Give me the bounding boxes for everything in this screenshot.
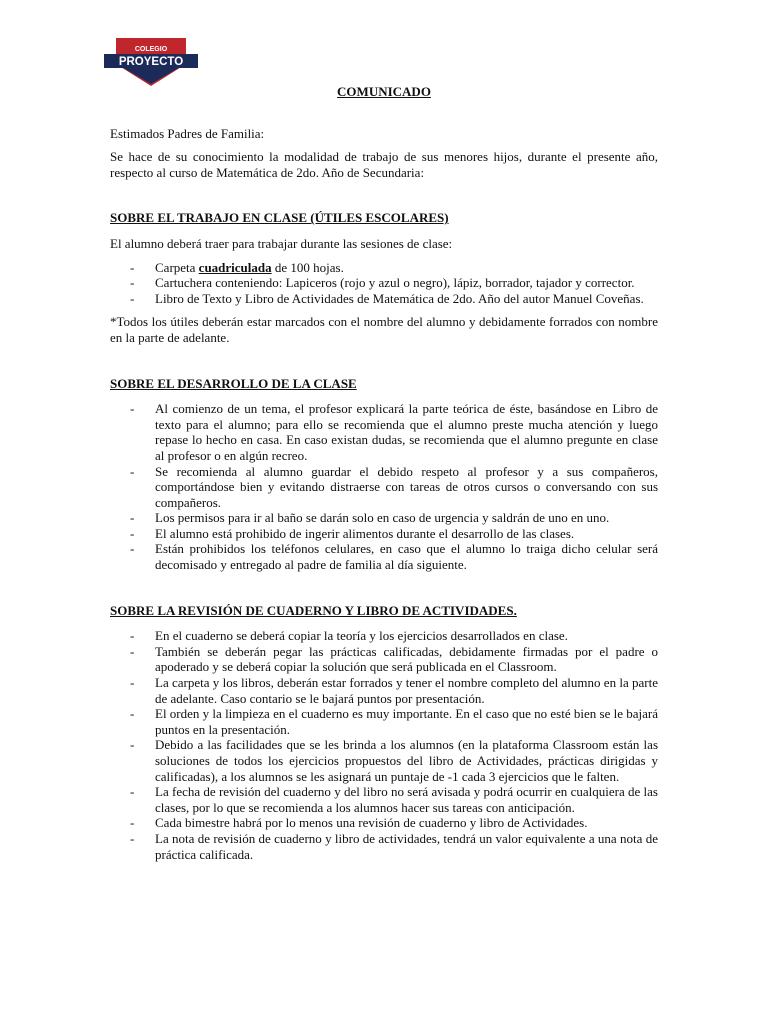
document-body (110, 84, 658, 870)
section2-heading: SOBRE EL DESARROLLO DE LA CLASE (110, 375, 357, 391)
list-item: - Cada bimestre habrá por lo menos una revisión de cuaderno y libro de Actividades. (130, 815, 588, 831)
section3-list (110, 628, 658, 862)
list-item: - Están prohibidos los teléfonos celulares, en caso que el alumno lo traiga dicho celular será decomisado y entregado al padre de familia al día siguiente. (130, 541, 658, 573)
list-item: - El orden y la limpieza en el cuaderno es muy importante. En el caso que no esté bien se le bajará puntos en la presentación. (130, 706, 658, 737)
list-item: - La nota de revisión de cuaderno y libro de actividades, tendrá un valor equivalente a una nota de práctica calificada. (130, 830, 658, 862)
list-item: - Carpeta cuadriculada de 100 hojas. (130, 259, 344, 275)
list-item: - En el cuaderno se deberá copiar la teoría y los ejercicios desarrollados en clase. (130, 628, 568, 644)
list-item: - Al comienzo de un tema, el profesor explicará la parte teórica de éste, basándose en Libro de texto para el alumno; para ello se recomienda que el alumno preste mucha atención y luego repase lo hecho en casa. En caso existan dudas, se recomienda que el alumno pregunte en clase al profesor o en algún recreo. (130, 401, 658, 463)
logo-name: PROYECTO (118, 56, 184, 68)
list-item: - Se recomienda al alumno guardar el debido respeto al profesor y a sus compañeros, comportándose bien y evitando distraerse con tareas de otros cursos o conversando con sus compañeros. (130, 463, 658, 510)
logo-top-text: COLEGIO (134, 46, 168, 53)
section1-note: *Todos los útiles deberán estar marcados con el nombre del alumno y debidamente forrados con nombre en la parte de adelante. (110, 314, 658, 345)
bullet-dash: - (130, 259, 135, 275)
page-title: COMUNICADO (337, 84, 431, 99)
section1-lead: El alumno deberá traer para trabajar durante las sesiones de clase: (110, 235, 453, 251)
section1-list (110, 260, 658, 307)
school-logo (104, 34, 198, 88)
greeting: Estimados Padres de Familia: (110, 125, 265, 141)
list-item: - Cartuchera conteniendo: Lapiceros (rojo y azul o negro), lápiz, borrador, tajador y corrector. (130, 275, 635, 291)
list-item: - El alumno está prohibido de ingerir alimentos durante el desarrollo de las clases. (130, 525, 575, 541)
intro-paragraph: Se hace de su conocimiento la modalidad de trabajo de sus menores hijos, durante el presente año, respecto al curso de Matemática de 2do. Año de Secundaria: (110, 149, 658, 180)
section3-heading: SOBRE LA REVISIÓN DE CUADERNO Y LIBRO DE ACTIVIDADES. (110, 602, 517, 618)
list-item: - Libro de Texto y Libro de Actividades de Matemática de 2do. Año del autor Manuel Coveñas. (130, 290, 644, 306)
list-item: - Debido a las facilidades que se les brinda a los alumnos (en la plataforma Classroom están las soluciones de todos los ejercicios propuestos del libro de Actividades, prácticas dirigidas y calificadas), a los alumnos se les asignará un puntaje de -1 cada 3 ejercicios que le falten. (130, 737, 658, 784)
section2-list (110, 401, 658, 573)
list-item: - La fecha de revisión del cuaderno y del libro no será avisada y podrá ocurrir en cualquiera de las clases, por lo que se recomienda a los alumnos hacer sus tareas con anticipación. (130, 784, 658, 815)
section1-heading: SOBRE EL TRABAJO EN CLASE (ÚTILES ESCOLARES) (110, 210, 449, 226)
list-item: - Los permisos para ir al baño se darán solo en caso de urgencia y saldrán de uno en uno. (130, 510, 610, 526)
emphasis: cuadriculada (198, 259, 272, 275)
list-item: - La carpeta y los libros, deberán estar forrados y tener el nombre completo del alumno en la parte de adelante. Caso contario se le bajará puntos por presentación. (130, 675, 658, 706)
list-item: - También se deberán pegar las prácticas calificadas, debidamente firmadas por el padre o apoderado y se deberá copiar la solución que será publicada en el Classroom. (130, 643, 658, 675)
